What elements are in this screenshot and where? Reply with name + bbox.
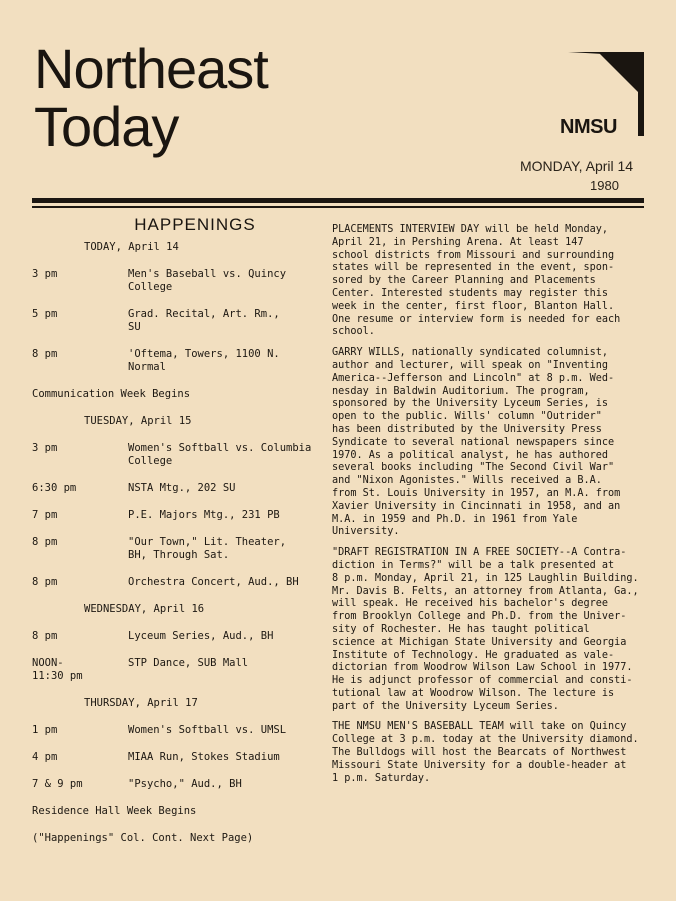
articles-column (332, 224, 644, 793)
issue-year: 1980 (590, 178, 619, 193)
day-block (32, 415, 328, 589)
event-description: "Psycho," Aud., BH (128, 778, 242, 790)
event-row (32, 536, 328, 562)
article-baseball: THE NMSU MEN'S BASEBALL TEAM will take on Quincy College at 3 p.m. today at the University diamond. The Bulldogs will host the Bearcats of Northwest Missouri State University for a double-header at 1 p.m. Saturday. (332, 721, 639, 784)
event-time: 7 pm (32, 509, 58, 521)
issue-date: MONDAY, April 14 (520, 158, 634, 174)
event-row (32, 348, 328, 374)
event-description: STP Dance, SUB Mall (128, 657, 249, 669)
event-description: Orchestra Concert, Aud., BH (128, 576, 299, 588)
happenings-heading: HAPPENINGS (134, 215, 256, 234)
event-time: NOON- 11:30 pm (32, 657, 83, 682)
title-line-1: Northeast (34, 37, 268, 100)
event-row (32, 509, 328, 522)
day-heading: THURSDAY, April 17 (84, 697, 198, 709)
event-description: NSTA Mtg., 202 SU (128, 482, 236, 494)
event-row (32, 268, 328, 294)
event-row (32, 308, 328, 334)
event-time: 5 pm (32, 308, 58, 320)
event-description: Women's Softball vs. Columbia College (128, 442, 312, 467)
event-time: 7 & 9 pm (32, 778, 83, 790)
masthead-rule-thick (32, 198, 644, 203)
event-row (32, 442, 328, 468)
masthead-title (34, 37, 268, 158)
event-row (32, 576, 328, 589)
event-row (32, 482, 328, 495)
event-row (32, 657, 328, 683)
event-time: 8 pm (32, 536, 58, 548)
day-note: Residence Hall Week Begins (32, 805, 197, 817)
event-description: Women's Softball vs. UMSL (128, 724, 287, 736)
event-row (32, 724, 328, 737)
event-description: Lyceum Series, Aud., BH (128, 630, 274, 642)
happenings-column (32, 214, 328, 859)
event-time: 3 pm (32, 442, 58, 454)
day-heading: WEDNESDAY, April 16 (84, 603, 205, 615)
article-garry-wills: GARRY WILLS, nationally syndicated columnist, author and lecturer, will speak on "Inventing America--Jefferson and Lincoln" at 8 p.m. Wed- nesday in Baldwin Auditorium. The program, sponsored by the University Lyceum Series, is open to the public. Wills' column "Outrider" has been distributed by the University Press Syndicate to several national newspapers since 1970. As a political analyst, he has authored several books including "The Second Civil War" and "Nixon Agonistes." Wills received a B.A. from St. Louis University in 1957, an M.A. from Xavier University in Cincinnati in 1958, and an M.A. in 1959 and Ph.D. in 1961 from Yale University. (332, 347, 621, 538)
event-row (32, 751, 328, 764)
event-row (32, 778, 328, 791)
event-time: 6:30 pm (32, 482, 77, 494)
event-time: 8 pm (32, 576, 58, 588)
event-row (32, 630, 328, 643)
article-draft-registration: "DRAFT REGISTRATION IN A FREE SOCIETY--A Contra- diction in Terms?" will be a talk presented at 8 p.m. Monday, April 21, in 125 Laughlin Building. Mr. Davis B. Felts, an attorney from Atlanta, Ga., will speak. He received his bachelor's degree from Brooklyn College and Ph.D. from the Univer- sity of Rochester. He has taught political science at Michigan State University and Georgia Institute of Technology. He graduated as vale- dictorian from Woodrow Wilson Law School in 1977. He is adjunct professor of commercial and consti- tutional law at Woodrow Wilson. The lecture is part of the University Lyceum Series. (332, 547, 639, 712)
masthead-rule-thin (32, 206, 644, 208)
event-description: Grad. Recital, Art. Rm., SU (128, 308, 280, 333)
event-time: 4 pm (32, 751, 58, 763)
continued-note: ("Happenings" Col. Cont. Next Page) (32, 832, 254, 844)
logo-text: NMSU (560, 116, 617, 138)
event-description: 'Oftema, Towers, 1100 N. Normal (128, 348, 280, 373)
day-heading: TUESDAY, April 15 (84, 415, 192, 427)
event-time: 8 pm (32, 348, 58, 360)
article-placements: PLACEMENTS INTERVIEW DAY will be held Monday, April 21, in Pershing Arena. At least 147 school districts from Missouri and surrounding states will be represented in the event, spon- sored by the Career Planning and Placements Center. Interested students may register this week in the center, first floor, Blanton Hall. One resume or interview form is needed for each school. (332, 224, 621, 338)
event-description: "Our Town," Lit. Theater, BH, Through Sat. (128, 536, 287, 561)
event-time: 1 pm (32, 724, 58, 736)
event-description: MIAA Run, Stokes Stadium (128, 751, 280, 763)
event-time: 8 pm (32, 630, 58, 642)
event-description: Men's Baseball vs. Quincy College (128, 268, 287, 293)
day-note: Communication Week Begins (32, 388, 191, 400)
title-line-2: Today (34, 95, 179, 158)
event-description: P.E. Majors Mtg., 231 PB (128, 509, 280, 521)
day-heading: TODAY, April 14 (84, 241, 179, 253)
day-block (32, 241, 328, 401)
day-block (32, 697, 328, 818)
event-time: 3 pm (32, 268, 58, 280)
day-block (32, 603, 328, 683)
